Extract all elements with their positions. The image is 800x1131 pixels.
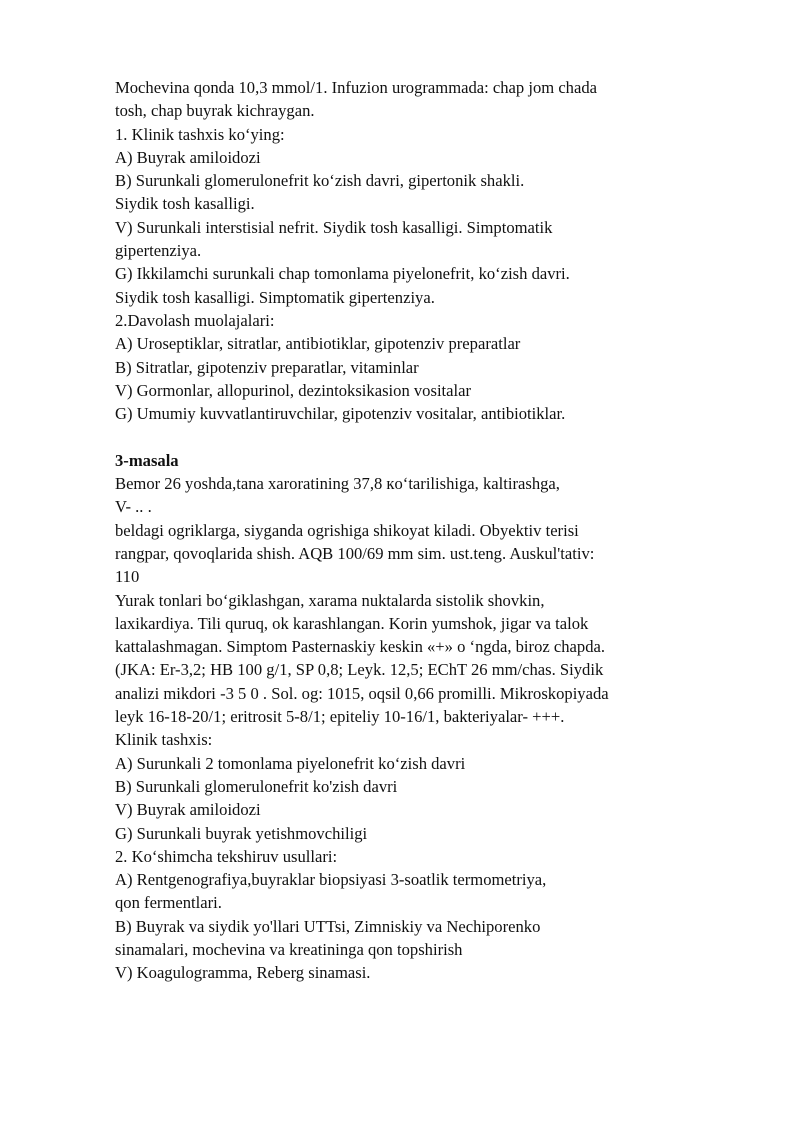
answer-option-a: A) Buyrak amiloidozi <box>115 147 261 167</box>
section-heading: 3-masala <box>115 450 179 470</box>
answer-option-a-cont: qon fermentlari. <box>115 893 222 913</box>
case-text-line: beldagi ogriklarga, siyganda ogrishiga shikoyat kiladi. Obyektiv terisi <box>115 520 579 540</box>
answer-option-b: B) Surunkali glomerulonefrit ko'zish davri <box>115 776 398 796</box>
case-text-line: Yurak tonlari bo‘giklashgan, xarama nuktalarda sistolik shovkin, <box>115 590 545 610</box>
case-text-line: kattalashmagan. Simptom Pasternaskiy keskin «+» o ‘ngda, biroz chapda. <box>115 637 606 657</box>
answer-option-g: G) Umumiy kuvvatlantiruvchilar, gipotenziv vositalar, antibiotiklar. <box>115 404 566 424</box>
answer-option-b: B) Buyrak va siydik yo'llari UTTsi, Zimniskiy va Nechiporenko <box>115 916 541 936</box>
answer-option-v: V) Buyrak amiloidozi <box>115 800 261 820</box>
case-text-line: Bemor 26 yoshda,tana xaroratining 37,8 кo‘tarilishiga, kaltirashga, <box>115 474 560 494</box>
text-line: Mochevina qonda 10,3 mmol/1. Infuzion urogrammada: chap jom chada <box>115 78 598 97</box>
answer-option-g-cont: Siydik tosh kasalligi. Simptomatik gipertenziya. <box>115 287 435 307</box>
answer-option-g: G) Surunkali buyrak yetishmovchiligi <box>115 823 368 843</box>
case-text-line: laxikardiya. Tili quruq, ok karashlangan. Korin yumshok, jigar va talok <box>115 613 589 633</box>
answer-option-a: A) Rentgenografiya,buyraklar biopsiyasi 3-soatlik termometriya, <box>115 870 547 890</box>
answer-option-b-cont: Siydik tosh kasalligi. <box>115 194 255 214</box>
answer-option-g: G) Ikkilamchi surunkali chap tomonlama piyelonefrit, ko‘zish davri. <box>115 264 570 284</box>
blank-line <box>115 425 695 448</box>
section-3-masala <box>115 449 695 985</box>
case-text-line: (JKA: Er-3,2; HB 100 g/1, SP 0,8; Leyk. 12,5; EChT 26 mm/chas. Siydik <box>115 660 604 680</box>
case-text-line: 110 <box>115 567 140 587</box>
case-text-line: V- .. . <box>115 497 152 517</box>
document-page <box>115 76 695 985</box>
answer-option-v: V) Koagulogramma, Reberg sinamasi. <box>115 963 371 983</box>
answer-option-b-cont: sinamalari, mochevina va kreatininga qon topshirish <box>115 939 463 959</box>
case-text-line: leyk 16-18-20/1; eritrosit 5-8/1; epiteliy 10-16/1, bakteriyalar- +++. <box>115 707 565 727</box>
answer-option-b: B) Sitratlar, gipotenziv preparatlar, vitaminlar <box>115 357 419 377</box>
section-2-masala-continuation <box>115 76 695 425</box>
answer-option-v: V) Gormonlar, allopurinol, dezintoksikasion vositalar <box>115 380 472 400</box>
question-2-title: 2. Ko‘shimcha tekshiruv usullari: <box>115 846 338 866</box>
case-text-line: rangpar, qovoqlarida shish. AQB 100/69 mm sim. ust.teng. Auskul'tativ: <box>115 543 595 563</box>
question-1-title: Klinik tashxis: <box>115 730 213 750</box>
text-line: tosh, chap buyrak kichraygan. <box>115 101 315 121</box>
case-text-line: analizi mikdori -3 5 0 . Sol. og: 1015, oqsil 0,66 promilli. Mikroskopiyada <box>115 683 609 703</box>
question-1-title: 1. Klinik tashxis ko‘ying: <box>115 124 285 144</box>
answer-option-a: A) Surunkali 2 tomonlama piyelonefrit ko‘zish davri <box>115 753 466 773</box>
answer-option-b: B) Surunkali glomerulonefrit ko‘zish davri, gipertonik shakli. <box>115 171 525 191</box>
answer-option-v-cont: gipertenziya. <box>115 241 202 261</box>
question-2-title: 2.Davolash muolajalari: <box>115 310 275 330</box>
answer-option-v: V) Surunkali interstisial nefrit. Siydik tosh kasalligi. Simptomatik <box>115 217 553 237</box>
answer-option-a: A) Uroseptiklar, sitratlar, antibiotiklar, gipotenziv preparatlar <box>115 334 521 354</box>
